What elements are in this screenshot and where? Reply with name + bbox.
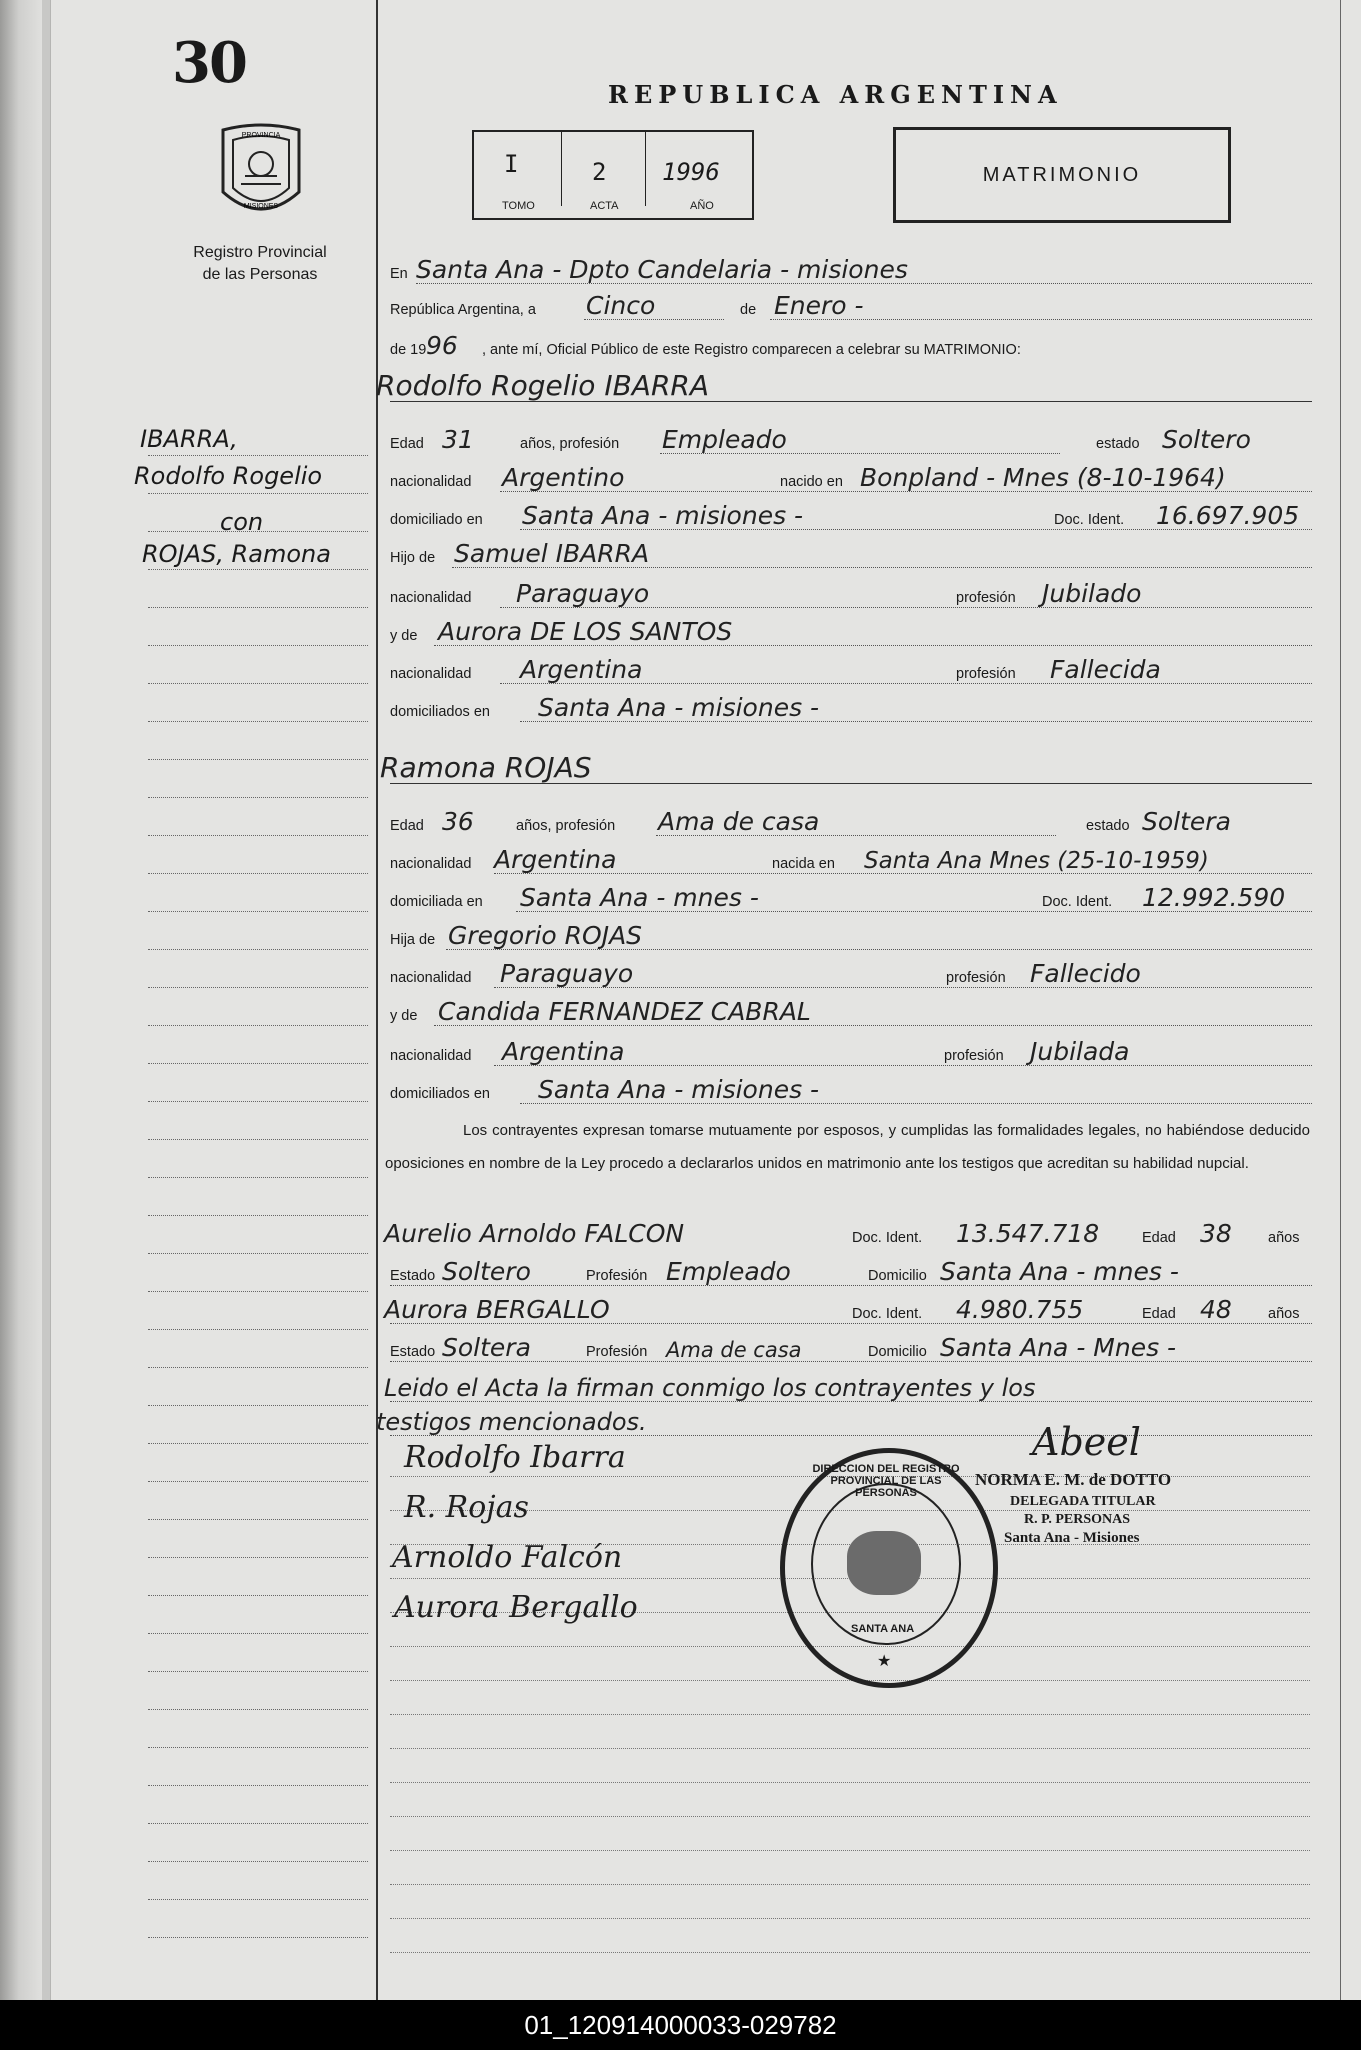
margin-ruled-line <box>148 493 368 494</box>
lower-ruled-line <box>390 1782 1310 1783</box>
witness-2-doc: 4.980.755 <box>956 1295 1084 1324</box>
official-seal <box>780 1448 998 1688</box>
margin-ruled-line <box>148 835 368 836</box>
groom-doc-label: Doc. Ident. <box>1054 512 1125 528</box>
groom-mother-nac-row <box>390 655 1312 684</box>
bride-hija-label: Hija de <box>390 932 436 948</box>
groom-nacionalidad: Argentino <box>502 463 625 492</box>
bride-nacida-en: Santa Ana Mnes (25-10-1959) <box>864 848 1209 874</box>
groom-father-row <box>390 539 1312 568</box>
tomo-label: TOMO <box>502 200 535 212</box>
groom-prof-line <box>660 453 1060 454</box>
witness-1-dom-label: Domicilio <box>868 1268 927 1284</box>
groom-name: Rodolfo Rogelio IBARRA <box>376 369 710 402</box>
margin-ruled-line <box>148 1595 368 1596</box>
month-line <box>770 319 1312 320</box>
bride-edad-label: Edad <box>390 818 424 834</box>
bride-parents-dom-label: domiciliados en <box>390 1086 490 1102</box>
margin-ruled-line <box>148 569 368 570</box>
lower-ruled-line <box>390 1748 1310 1749</box>
witness-1-estado-label: Estado <box>390 1268 436 1284</box>
registry-line-1: Registro Provincial <box>193 244 327 261</box>
margin-ruled-line <box>148 1101 368 1102</box>
bride-father-nac-row <box>390 959 1312 988</box>
lower-ruled-line <box>390 1850 1310 1851</box>
groom-nac-line <box>500 491 1312 492</box>
witness-1-anos-label: años <box>1268 1230 1300 1246</box>
day-value: Cinco <box>586 291 656 320</box>
bride-nacida-label: nacida en <box>772 856 835 872</box>
witness-1-prof: Empleado <box>666 1257 791 1286</box>
margin-ruled-line <box>148 607 368 608</box>
lower-ruled-line <box>390 1884 1310 1885</box>
witness-2-detail-line <box>390 1361 1312 1362</box>
witness-1-signature: Arnoldo Falcón <box>392 1540 623 1575</box>
acta-value: 2 <box>592 158 607 186</box>
bride-profesion: Ama de casa <box>658 807 820 836</box>
bride-parents-dom-row <box>390 1075 1312 1104</box>
margin-ruled-line <box>148 1481 368 1482</box>
margin-note-line-4: ROJAS, Ramona <box>142 540 331 568</box>
margin-ruled-line <box>148 1557 368 1558</box>
emblem-bottom-text: MISIONES <box>243 203 279 210</box>
bride-dom-row <box>390 883 1312 912</box>
groom-dom-line <box>520 529 1312 530</box>
groom-yde-label: y de <box>390 628 418 644</box>
groom-estado-label: estado <box>1096 436 1140 452</box>
witness-1-edad: 38 <box>1200 1219 1232 1248</box>
groom-father-prof-label: profesión <box>956 590 1016 606</box>
day-line <box>584 319 724 320</box>
witness-2-anos-label: años <box>1268 1306 1300 1322</box>
bride-mother-prof: Jubilada <box>1030 1037 1130 1066</box>
groom-parents-dom-line <box>520 721 1312 722</box>
witness-1-estado: Soltero <box>442 1257 531 1286</box>
bride-name-row <box>380 751 1312 784</box>
witness-1-detail-line <box>390 1285 1312 1286</box>
year-prefix: de 19 <box>390 342 427 358</box>
margin-ruled-line <box>148 911 368 912</box>
groom-profesion: Empleado <box>662 425 787 454</box>
bride-parents-dom: Santa Ana - misiones - <box>538 1075 820 1104</box>
bride-father-prof-label: profesión <box>946 970 1006 986</box>
registry-name <box>160 242 360 286</box>
year-suffix: 96 <box>426 331 458 360</box>
margin-ruled-line <box>148 1785 368 1786</box>
witness-1-prof-label: Profesión <box>586 1268 648 1284</box>
official-title: DELEGADA TITULAR <box>1010 1494 1156 1509</box>
intro-date-row <box>390 291 1312 320</box>
bride-mother-nac-line <box>494 1065 1312 1066</box>
margin-ruled-line <box>148 949 368 950</box>
bride-doc-label: Doc. Ident. <box>1042 894 1113 910</box>
emblem-top-text: PROVINCIA <box>241 132 281 139</box>
margin-ruled-line <box>148 873 368 874</box>
bride-father-line <box>446 949 1312 950</box>
closing-row-2 <box>376 1408 1312 1436</box>
bride-father-nac-line <box>494 987 1312 988</box>
witness-1-doc-label: Doc. Ident. <box>852 1230 923 1246</box>
margin-ruled-line <box>148 1443 368 1444</box>
margin-ruled-line <box>148 987 368 988</box>
closing-row-1 <box>384 1374 1312 1402</box>
seal-star-icon: ★ <box>877 1653 892 1670</box>
intro-place-row <box>390 255 1312 284</box>
margin-ruled-line <box>148 1063 368 1064</box>
groom-nac-row <box>390 463 1312 492</box>
groom-father-nac-line <box>500 607 1312 608</box>
provincial-emblem-icon <box>213 122 309 230</box>
witness-2-dom: Santa Ana - Mnes - <box>940 1333 1177 1362</box>
bride-parents-dom-line <box>520 1103 1312 1104</box>
margin-ruled-line <box>148 1671 368 1672</box>
bride-dom-line <box>516 911 1312 912</box>
groom-mother-nac-label: nacionalidad <box>390 666 472 682</box>
document-id-footer: 01_120914000033-029782 <box>0 2000 1361 2050</box>
bride-mother-line <box>434 1025 1312 1026</box>
groom-signature: Rodolfo Ibarra <box>404 1440 626 1475</box>
witness-2-detail-row <box>390 1333 1312 1362</box>
bride-mother-nac: Argentina <box>502 1037 625 1066</box>
margin-note-line-3: con <box>220 508 264 536</box>
groom-name-line <box>390 401 1312 402</box>
acta-label: ACTA <box>590 200 619 212</box>
bride-father-row <box>390 921 1312 950</box>
margin-ruled-line <box>148 1405 368 1406</box>
bride-mother-row <box>390 997 1312 1026</box>
margin-ruled-line <box>148 1367 368 1368</box>
tomo-value: I <box>504 150 519 178</box>
lower-ruled-line <box>390 1816 1310 1817</box>
margin-ruled-line <box>148 1747 368 1748</box>
lower-ruled-line <box>390 1714 1310 1715</box>
bride-edad: 36 <box>442 807 474 836</box>
ano-label: AÑO <box>690 200 714 212</box>
bride-name-line <box>390 783 1312 784</box>
groom-nac-label: nacionalidad <box>390 474 472 490</box>
republica-label: República Argentina, a <box>390 302 536 318</box>
witness-1-row <box>384 1219 1312 1248</box>
margin-ruled-line <box>148 1025 368 1026</box>
bride-nac-line <box>494 873 1312 874</box>
bride-mother-nac-row <box>390 1037 1312 1066</box>
groom-prof-label: años, profesión <box>520 436 620 452</box>
bride-prof-label: años, profesión <box>516 818 616 834</box>
bride-age-row <box>390 807 1312 836</box>
closing-line-1-rule <box>390 1401 1312 1402</box>
book-binding <box>0 0 42 2000</box>
bride-father-prof: Fallecido <box>1030 959 1141 988</box>
margin-ruled-line <box>148 455 368 456</box>
groom-father-nac: Paraguayo <box>516 579 650 608</box>
groom-father-prof: Jubilado <box>1042 579 1142 608</box>
groom-father-line <box>452 567 1312 568</box>
bride-mother-prof-label: profesión <box>944 1048 1004 1064</box>
witness-2-row <box>384 1295 1312 1324</box>
margin-ruled-line <box>148 1177 368 1178</box>
book-spine <box>42 0 51 2000</box>
republic-heading: REPUBLICA ARGENTINA <box>608 80 1063 109</box>
margin-ruled-line <box>148 1937 368 1938</box>
margin-ruled-line <box>148 1899 368 1900</box>
ano-value: 1996 <box>662 158 720 186</box>
groom-edad: 31 <box>442 425 474 454</box>
witness-1-edad-label: Edad <box>1142 1230 1176 1246</box>
margin-ruled-line <box>148 1709 368 1710</box>
groom-age-row <box>390 425 1312 454</box>
groom-father: Samuel IBARRA <box>454 539 650 568</box>
margin-ruled-line <box>148 531 368 532</box>
official-place: Santa Ana - Misiones <box>1004 1530 1140 1546</box>
lower-ruled-line <box>390 1918 1310 1919</box>
margin-ruled-line <box>148 1519 368 1520</box>
place-line <box>416 283 1312 284</box>
bride-domicilio: Santa Ana - mnes - <box>520 883 759 912</box>
place-value: Santa Ana - Dpto Candelaria - misiones <box>416 255 908 284</box>
margin-divider <box>376 0 378 2000</box>
bride-nacionalidad: Argentina <box>494 845 617 874</box>
bride-mother: Candida FERNANDEZ CABRAL <box>438 997 811 1026</box>
groom-parents-dom: Santa Ana - misiones - <box>538 693 820 722</box>
groom-name-row <box>376 369 1312 402</box>
seal-ring-text: DIRECCION DEL REGISTRO PROVINCIAL DE LAS PERSONAS <box>812 1463 960 1499</box>
seal-emblem <box>847 1531 921 1595</box>
witness-2-estado-label: Estado <box>390 1344 436 1360</box>
groom-hijo-label: Hijo de <box>390 550 436 566</box>
bride-prof-line <box>656 835 1056 836</box>
bride-father-nac: Paraguayo <box>500 959 634 988</box>
margin-ruled-line <box>148 759 368 760</box>
groom-mother-prof: Fallecida <box>1050 655 1161 684</box>
groom-dom-row <box>390 501 1312 530</box>
bride-estado: Soltera <box>1142 807 1231 836</box>
witness-1-doc: 13.547.718 <box>956 1219 1100 1248</box>
groom-domicilio: Santa Ana - misiones - <box>522 501 804 530</box>
witness-2-line <box>390 1323 1312 1324</box>
margin-ruled-line <box>148 1329 368 1330</box>
groom-mother-line <box>434 645 1312 646</box>
seal-city: SANTA ANA <box>851 1623 915 1635</box>
statement-text: , ante mí, Oficial Público de este Registro comparecen a celebrar su MATRIMONIO: <box>482 342 1021 358</box>
closing-line-2-rule <box>390 1435 1312 1436</box>
witness-2-prof: Ama de casa <box>666 1338 802 1362</box>
witness-2-signature: Aurora Bergallo <box>394 1590 638 1625</box>
record-id-box <box>472 130 754 220</box>
margin-note-line-1: IBARRA, <box>140 425 238 453</box>
witness-1-name: Aurelio Arnoldo FALCON <box>384 1219 685 1248</box>
lower-ruled-line <box>390 1952 1310 1953</box>
groom-parents-dom-row <box>390 693 1312 722</box>
witness-2-prof-label: Profesión <box>586 1344 648 1360</box>
margin-ruled-line <box>148 645 368 646</box>
bride-nac-row <box>390 845 1312 874</box>
bride-signature: R. Rojas <box>404 1490 529 1525</box>
groom-nacido-en: Bonpland - Mnes (8-10-1964) <box>860 463 1226 492</box>
record-type-box: MATRIMONIO <box>893 127 1231 223</box>
margin-ruled-line <box>148 797 368 798</box>
groom-mother-nac-line <box>500 683 1312 684</box>
de-label: de <box>740 302 757 318</box>
month-value: Enero - <box>774 291 864 320</box>
margin-ruled-line <box>148 1139 368 1140</box>
en-label: En <box>390 266 408 282</box>
page-number: 30 <box>172 30 246 96</box>
bride-dom-label: domiciliada en <box>390 894 483 910</box>
groom-father-nac-row <box>390 579 1312 608</box>
official-signature: Abeel <box>1032 1420 1141 1464</box>
official-office: R. P. PERSONAS <box>1024 1512 1131 1527</box>
witness-2-edad-label: Edad <box>1142 1306 1176 1322</box>
witness-1-detail-row <box>390 1257 1312 1286</box>
witness-2-doc-label: Doc. Ident. <box>852 1306 923 1322</box>
margin-ruled-line <box>148 1253 368 1254</box>
official-name: NORMA E. M. de DOTTO <box>975 1470 1172 1489</box>
bride-mother-nac-label: nacionalidad <box>390 1048 472 1064</box>
bride-doc: 12.992.590 <box>1142 883 1286 912</box>
margin-ruled-line <box>148 1861 368 1862</box>
margin-ruled-line <box>148 1215 368 1216</box>
groom-parents-dom-label: domiciliados en <box>390 704 490 720</box>
witness-2-edad: 48 <box>1200 1295 1232 1324</box>
witness-1-dom: Santa Ana - mnes - <box>940 1257 1179 1286</box>
margin-ruled-line <box>148 683 368 684</box>
groom-doc: 16.697.905 <box>1156 501 1300 530</box>
margin-ruled-line <box>148 721 368 722</box>
groom-dom-label: domiciliado en <box>390 512 483 528</box>
groom-estado: Soltero <box>1162 425 1251 454</box>
groom-edad-label: Edad <box>390 436 424 452</box>
witness-2-name: Aurora BERGALLO <box>384 1295 610 1324</box>
bride-father: Gregorio ROJAS <box>448 921 643 950</box>
bride-estado-label: estado <box>1086 818 1130 834</box>
witness-2-dom-label: Domicilio <box>868 1344 927 1360</box>
groom-mother: Aurora DE LOS SANTOS <box>438 617 733 646</box>
intro-year-row <box>390 331 1312 360</box>
margin-note-line-2: Rodolfo Rogelio <box>134 462 323 490</box>
registry-line-2: de las Personas <box>202 266 318 283</box>
declaration-text: Los contrayentes expresan tomarse mutuamente por esposos, y cumplidas las formalidades legales, no habiéndose deducido oposiciones en nombre de la Ley procedo a declararlos unidos en matrimonio ante los testigos que acreditan su habilidad nupcial. <box>385 1122 1310 1172</box>
bride-yde-label: y de <box>390 1008 418 1024</box>
groom-mother-nac: Argentina <box>520 655 643 684</box>
margin-ruled-line <box>148 1291 368 1292</box>
witness-2-estado: Soltera <box>442 1333 531 1362</box>
groom-mother-prof-label: profesión <box>956 666 1016 682</box>
bride-father-nac-label: nacionalidad <box>390 970 472 986</box>
closing-line-1: Leido el Acta la firman conmigo los contrayentes y los <box>384 1374 1036 1402</box>
right-edge-line <box>1340 0 1341 2000</box>
groom-mother-row <box>390 617 1312 646</box>
closing-line-2: testigos mencionados. <box>376 1408 647 1436</box>
bride-name: Ramona ROJAS <box>380 751 592 784</box>
bride-nac-label: nacionalidad <box>390 856 472 872</box>
margin-ruled-line <box>148 1823 368 1824</box>
margin-ruled-line <box>148 1633 368 1634</box>
groom-father-nac-label: nacionalidad <box>390 590 472 606</box>
groom-nacido-label: nacido en <box>780 474 843 490</box>
